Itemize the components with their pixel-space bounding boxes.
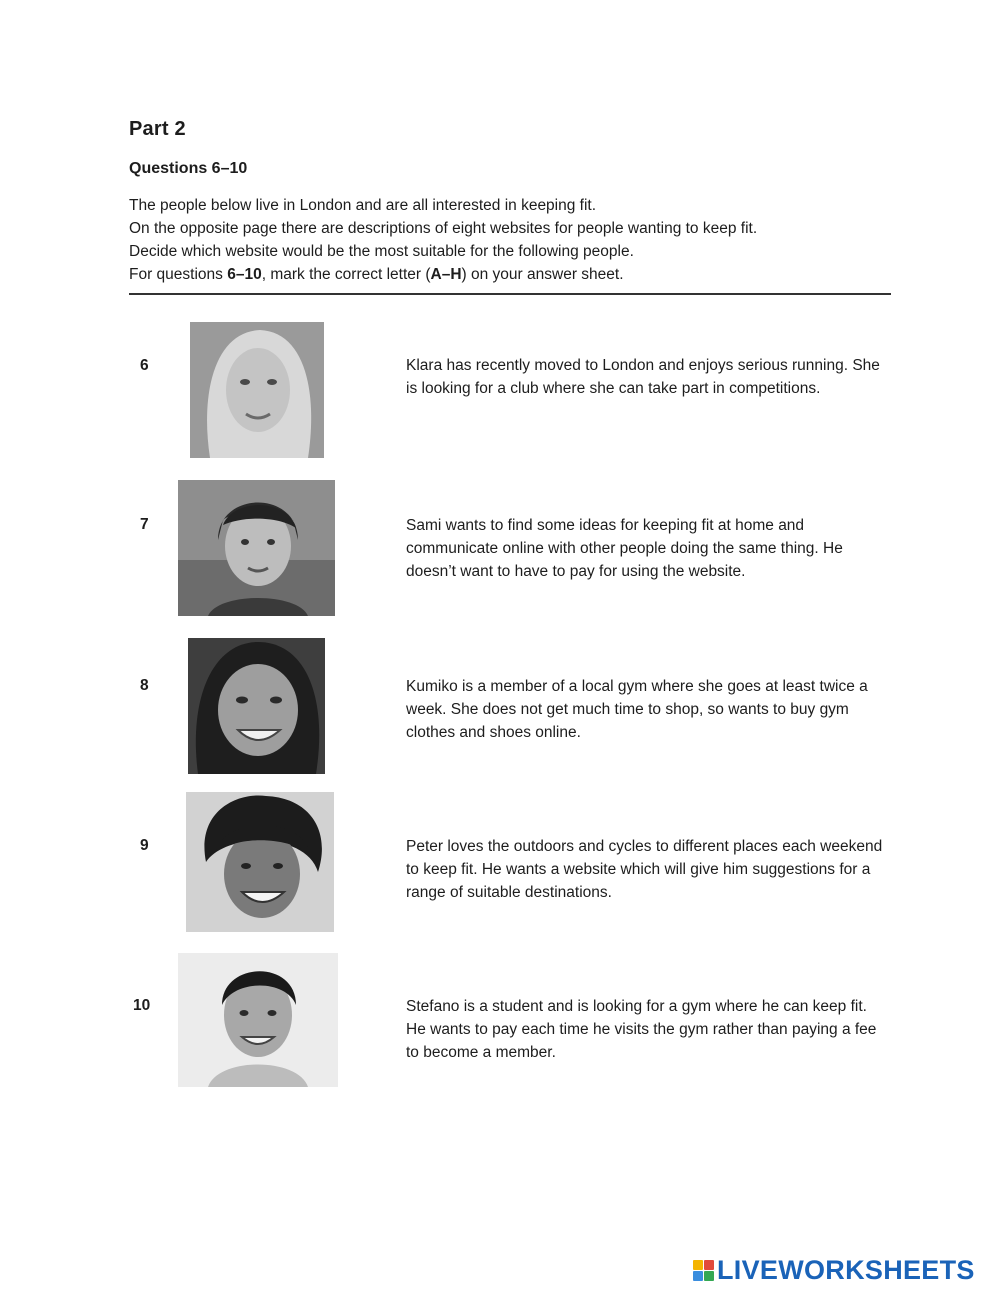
instruction-bold: 6–10	[227, 266, 262, 283]
instruction-bold: A–H	[430, 266, 462, 283]
logo-square	[704, 1271, 714, 1281]
question-number: 6	[140, 357, 149, 374]
divider	[129, 293, 891, 295]
question-text: Klara has recently moved to London and enjoys serious running. She is looking for a club where she can take part in competitions.	[406, 357, 880, 397]
logo-square	[693, 1271, 703, 1281]
question-text: Peter loves the outdoors and cycles to different places each weekend to keep fit. He wants a website which will give him suggestions for a range of suitable destinations.	[406, 838, 883, 901]
logo-square	[693, 1260, 703, 1270]
logo-squares-icon	[693, 1260, 714, 1281]
question-text: Kumiko is a member of a local gym where she goes at least twice a week. She does not get much time to shop, so wants to buy gym clothes and shoes online.	[406, 678, 868, 741]
photo-man-curly-hair	[186, 792, 334, 932]
photo-boy-dark-hair	[178, 480, 335, 616]
instruction-text: , mark the correct letter (	[261, 266, 431, 283]
question-number: 8	[140, 677, 149, 694]
instruction-line: Decide which website would be the most suitable for the following people.	[129, 243, 634, 260]
part-title: Part 2	[129, 118, 186, 140]
photo-young-man	[178, 953, 338, 1087]
logo-text: LIVEWORKSHEETS	[717, 1255, 975, 1285]
question-text: Stefano is a student and is looking for a gym where he can keep fit. He wants to pay each time he visits the gym rather than paying a fee to become a member.	[406, 998, 877, 1061]
question-number: 9	[140, 837, 149, 854]
photo-girl-smiling	[188, 638, 325, 774]
instruction-text: ) on your answer sheet.	[461, 266, 624, 283]
instruction-text: For questions	[129, 266, 228, 283]
liveworksheets-logo	[693, 1255, 975, 1286]
question-text: Sami wants to find some ideas for keeping fit at home and communicate online with other people doing the same thing. He doesn’t want to have to pay for using the website.	[406, 517, 843, 580]
instruction-line: On the opposite page there are descriptions of eight websites for people wanting to keep fit.	[129, 220, 758, 237]
instruction-line: The people below live in London and are all interested in keeping fit.	[129, 197, 597, 214]
questions-title: Questions 6–10	[129, 160, 248, 177]
logo-square	[704, 1260, 714, 1270]
question-number: 7	[140, 516, 149, 533]
question-number: 10	[133, 997, 151, 1014]
instruction-line	[129, 263, 889, 286]
photo-girl-long-hair	[190, 322, 324, 458]
instructions	[129, 194, 889, 286]
